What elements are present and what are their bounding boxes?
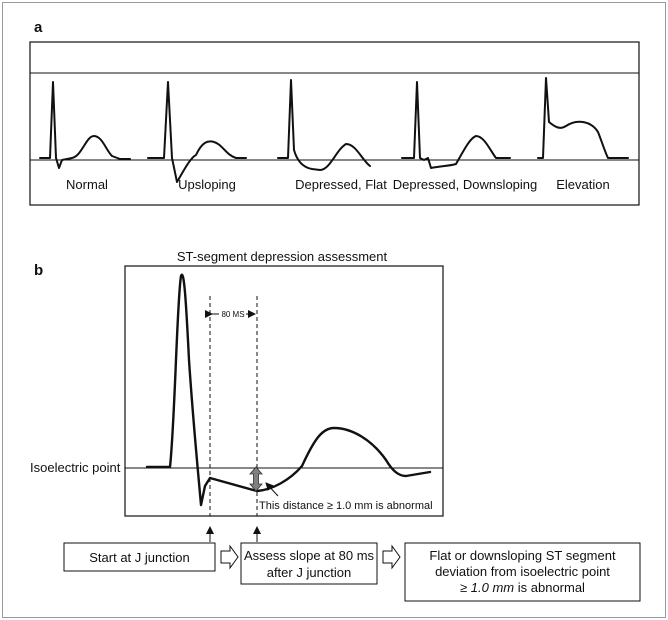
- flow-arrow-2-icon: [383, 546, 400, 568]
- flow-step-3-line2: deviation from isoelectric point: [435, 564, 610, 579]
- flow-step-3-suffix: is abnormal: [514, 580, 585, 595]
- caption-elevation: Elevation: [556, 177, 610, 192]
- distance-note: This distance ≥ 1.0 mm is abnormal: [259, 500, 433, 512]
- caption-depressed-downsloping: Depressed, Downsloping: [392, 177, 538, 192]
- caption-depressed-flat: Depressed, Flat: [295, 177, 387, 192]
- flow-step-1-text: Start at J junction: [89, 550, 190, 565]
- flow-step-2-line2: after J junction: [266, 565, 352, 580]
- outer-frame: [3, 3, 666, 618]
- caption-upsloping: Upsloping: [178, 177, 236, 192]
- caption-normal: Normal: [66, 177, 108, 192]
- ecg-detail-trace: [147, 275, 430, 505]
- flow-arrow-1-icon: [221, 546, 238, 568]
- ecg-depressed-downsloping-trace: [402, 82, 510, 168]
- isoelectric-label: Isoelectric point: [30, 460, 121, 475]
- ecg-elevation-trace: [538, 78, 628, 158]
- ecg-detail-box: [125, 266, 443, 516]
- flow-step-3-prefix: ≥: [460, 580, 471, 595]
- ecg-upsloping-trace: [148, 82, 246, 182]
- panel-b-title: ST-segment depression assessment: [176, 249, 388, 264]
- flow-step-3-line1: Flat or downsloping ST segment: [429, 548, 616, 563]
- interval-label: 80 MS: [221, 310, 245, 319]
- ecg-normal-trace: [40, 82, 130, 168]
- distance-double-arrow: [250, 467, 262, 491]
- flow-step-3-emphasis: 1.0 mm: [470, 580, 515, 595]
- panel-a-label: a: [34, 19, 43, 36]
- ecg-depressed-flat-trace: [278, 80, 370, 170]
- panel-b-label: b: [34, 262, 44, 279]
- flow-step-2-line1: Assess slope at 80 ms: [243, 548, 375, 563]
- flow-step-3-line3: [460, 580, 585, 595]
